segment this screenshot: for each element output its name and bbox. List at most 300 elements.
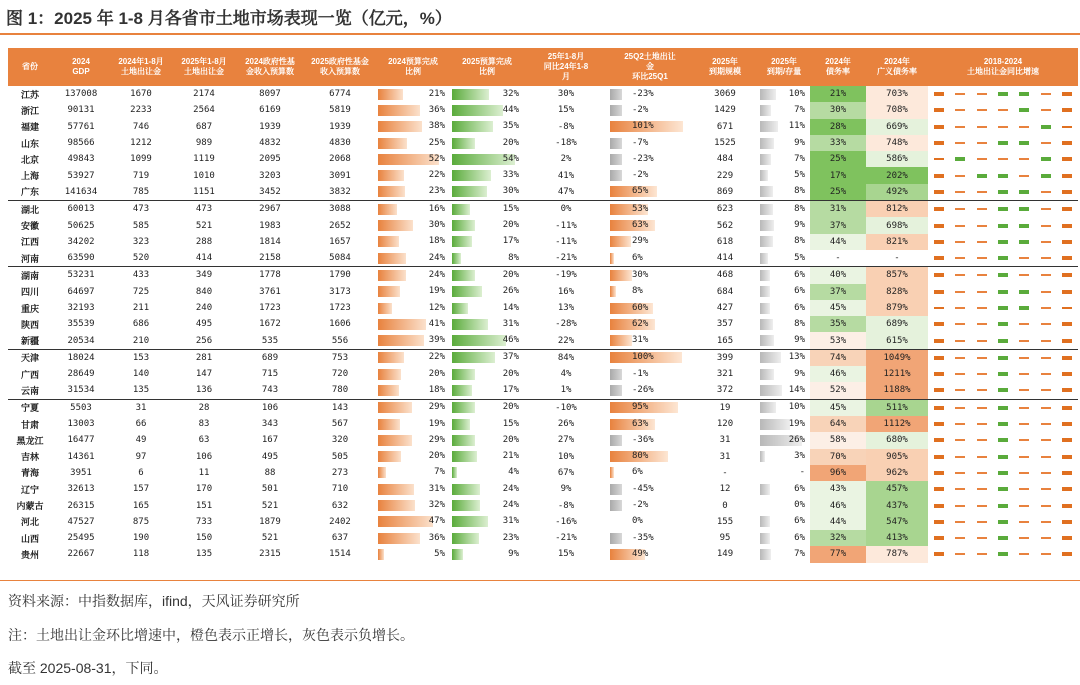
- ratio-value: 8%: [794, 318, 805, 329]
- sparkline-bar: [998, 273, 1008, 277]
- table-row: [8, 250, 1078, 267]
- cell-c24: [376, 201, 450, 218]
- cell-bdebt: 698%: [866, 217, 928, 233]
- cell-yoy: 41%: [557, 170, 575, 181]
- cell-qoq: [608, 416, 692, 432]
- qoq-value: 80%: [632, 451, 649, 462]
- cell-sparkline: [928, 449, 1078, 465]
- cell-f24: 521: [261, 533, 279, 544]
- sparkline-bar: [1062, 487, 1072, 491]
- cell-ratio: [758, 497, 810, 513]
- cell-debt: 52%: [810, 382, 866, 399]
- sparkline-bar: [1062, 520, 1072, 524]
- sparkline-bar: [955, 274, 965, 276]
- sparkline-bar: [977, 488, 987, 490]
- cell-gdp: 18024: [52, 349, 110, 366]
- sparkline-bar: [1041, 142, 1051, 144]
- cell-qoq: [608, 465, 692, 481]
- cell-gdp: 22667: [67, 549, 95, 560]
- cell-yoy: 30%: [557, 89, 575, 100]
- cell-c24: [376, 497, 450, 513]
- cell-qoq: [608, 432, 692, 448]
- sparkline-bar: [1019, 190, 1029, 194]
- table-row: [8, 514, 1078, 530]
- qoq-bar: [610, 484, 622, 495]
- sparkline-bar: [1019, 456, 1029, 458]
- cell-l24: 2233: [130, 105, 152, 116]
- sparkline-bar: [998, 141, 1008, 145]
- cell-mat: 12: [719, 484, 731, 495]
- qoq-bar: [610, 236, 631, 247]
- cell-p: 湖南: [8, 267, 52, 284]
- sparkline-bar: [977, 407, 987, 409]
- sparkline-bar: [955, 488, 965, 490]
- cell-c25: [450, 167, 524, 183]
- cell-mat: 31: [719, 451, 731, 462]
- cell-bdebt: 689%: [866, 316, 928, 332]
- table-row: [8, 481, 1078, 497]
- ratio-value: 6%: [794, 269, 805, 280]
- sparkline-bar: [1019, 439, 1029, 441]
- c25-value: 8%: [508, 252, 519, 263]
- sparkline-bar: [1041, 274, 1051, 276]
- sparkline-bar: [1062, 290, 1072, 294]
- sparkline-bar: [934, 455, 944, 459]
- cell-debt: 17%: [810, 167, 866, 183]
- cell-f25: 2068: [329, 154, 351, 165]
- cell-mat: 1429: [714, 105, 736, 116]
- table-row: [8, 530, 1078, 546]
- qoq-bar: [610, 154, 622, 165]
- cell-c24: [376, 399, 450, 416]
- sparkline-bar: [1019, 306, 1029, 310]
- cell-l25: 63: [198, 435, 210, 446]
- cell-p: 新疆: [20, 336, 39, 347]
- sparkline-bar: [1019, 488, 1029, 490]
- cell-gdp: 50625: [67, 220, 95, 231]
- cell-qoq: [608, 184, 692, 201]
- cell-qoq: [608, 135, 692, 151]
- sparkline-bar: [1041, 521, 1051, 523]
- sparkline-bar: [955, 208, 965, 210]
- c25-value: 35%: [502, 121, 519, 132]
- sparkline-bar: [955, 553, 965, 555]
- cell-c25: [450, 349, 524, 366]
- sparkline-bar: [977, 174, 987, 178]
- ratio-bar: [760, 286, 770, 297]
- cell-qoq: [608, 530, 692, 546]
- cell-mat: 229: [716, 170, 734, 181]
- cell-gdp: 34202: [67, 236, 95, 247]
- cell-f24: 501: [261, 484, 279, 495]
- column-header: 2025年1-8月 土地出让金: [172, 48, 236, 86]
- cell-c24: [376, 514, 450, 530]
- sparkline-bar: [934, 190, 944, 194]
- sparkline-bar: [1041, 157, 1051, 161]
- cell-f25: 6774: [329, 89, 351, 100]
- cell-qoq: [608, 234, 692, 250]
- sparkline-bar: [955, 423, 965, 425]
- cell-yoy: 15%: [557, 105, 575, 116]
- cell-yoy: 47%: [557, 186, 575, 197]
- cell-bdebt: 547%: [866, 514, 928, 530]
- cell-l24: 875: [132, 516, 150, 527]
- cell-p: 广东: [20, 187, 39, 198]
- cell-f25: 753: [304, 349, 376, 366]
- qoq-bar: [610, 253, 614, 264]
- ratio-value: 0%: [794, 500, 805, 511]
- cell-c25: [450, 284, 524, 300]
- cell-sparkline: [928, 167, 1078, 183]
- ratio-value: 13%: [788, 352, 805, 363]
- cell-bdebt: 905%: [866, 449, 928, 465]
- c24-bar: [378, 451, 401, 462]
- cell-f25: 1790: [304, 267, 376, 284]
- cell-mat: 372: [716, 385, 734, 396]
- table-row: [8, 382, 1078, 399]
- cell-sparkline: [928, 514, 1078, 530]
- cell-f24: 3452: [259, 186, 281, 197]
- cell-bdebt: 748%: [866, 135, 928, 151]
- sparkline-bar: [934, 174, 944, 178]
- sparkline-bar: [998, 339, 1008, 343]
- cell-mat: 623: [692, 201, 758, 218]
- cell-l25: 83: [198, 419, 210, 430]
- c24-value: 5%: [434, 548, 445, 559]
- ratio-bar: [760, 369, 774, 380]
- cell-c25: [450, 217, 524, 233]
- sparkline-bar: [998, 190, 1008, 194]
- sparkline-bar: [1062, 356, 1072, 360]
- c25-value: 17%: [502, 236, 519, 247]
- cell-c25: [450, 497, 524, 513]
- cell-qoq: [608, 399, 692, 416]
- date-note: 截至 2025-08-31，下同。: [8, 660, 168, 676]
- cell-c24: [376, 234, 450, 250]
- cell-l25: 687: [195, 121, 213, 132]
- cell-l24: 520: [132, 253, 150, 264]
- c24-value: 12%: [428, 302, 445, 313]
- cell-bdebt: 437%: [866, 497, 928, 513]
- cell-mat: 1525: [714, 138, 736, 149]
- cell-l25: 989: [195, 138, 213, 149]
- cell-yoy: -21%: [555, 253, 577, 264]
- cell-gdp: 47527: [67, 516, 95, 527]
- cell-ratio: [758, 300, 810, 316]
- c25-value: 20%: [502, 137, 519, 148]
- c24-bar: [378, 121, 422, 132]
- cell-debt: 53%: [810, 332, 866, 349]
- cell-f24: 1939: [259, 121, 281, 132]
- cell-c25: [450, 135, 524, 151]
- c24-bar: [378, 303, 392, 314]
- cell-c24: [376, 432, 450, 448]
- ratio-bar: [760, 253, 768, 264]
- cell-sparkline: [928, 432, 1078, 448]
- cell-c24: [376, 332, 450, 349]
- cell-f25: 5084: [329, 253, 351, 264]
- sparkline-bar: [934, 372, 944, 376]
- cell-ratio: [758, 86, 810, 102]
- cell-l24: 785: [132, 186, 150, 197]
- cell-p: 河南: [20, 253, 39, 264]
- sparkline-bar: [977, 553, 987, 555]
- ratio-value: 11%: [788, 121, 805, 132]
- cell-l24: 1670: [130, 89, 152, 100]
- ratio-value: 7%: [794, 104, 805, 115]
- cell-f24: 3203: [259, 170, 281, 181]
- cell-yoy: 27%: [557, 435, 575, 446]
- c24-value: 19%: [428, 286, 445, 297]
- cell-debt: 58%: [810, 432, 866, 448]
- cell-gdp: 31534: [67, 385, 95, 396]
- cell-c25: [450, 250, 524, 267]
- cell-f25: 3088: [304, 201, 376, 218]
- cell-sparkline: [928, 151, 1078, 167]
- sparkline-bar: [1019, 553, 1029, 555]
- table-row: [8, 201, 1078, 218]
- sparkline-bar: [998, 224, 1008, 228]
- c25-bar: [452, 220, 475, 231]
- sparkline-bar: [934, 108, 944, 112]
- cell-sparkline: [928, 481, 1078, 497]
- cell-c25: [450, 151, 524, 167]
- c25-value: 24%: [502, 483, 519, 494]
- cell-gdp: 60013: [52, 201, 110, 218]
- ratio-bar: [760, 89, 776, 100]
- cell-l25: 11: [198, 467, 210, 478]
- sparkline-bar: [1041, 389, 1051, 391]
- cell-sparkline: [928, 465, 1078, 481]
- qoq-value: 95%: [632, 402, 649, 413]
- sparkline-bar: [955, 93, 965, 95]
- column-header: 2025年 到期规模: [692, 48, 758, 86]
- sparkline-bar: [1062, 307, 1072, 309]
- c25-value: 37%: [502, 352, 519, 363]
- cell-gdp: 20534: [67, 335, 95, 346]
- sparkline-bar: [934, 422, 944, 426]
- cell-p: 广西: [20, 369, 39, 380]
- c25-bar: [452, 516, 488, 527]
- sparkline-bar: [1019, 290, 1029, 294]
- cell-l24: 140: [132, 369, 150, 380]
- table-row: [8, 151, 1078, 167]
- sparkline-bar: [998, 372, 1008, 376]
- c25-value: 9%: [508, 548, 519, 559]
- c24-bar: [378, 286, 400, 297]
- cell-p: 湖北: [8, 201, 52, 218]
- table-row: [8, 546, 1078, 562]
- cell-f25: 505: [331, 451, 349, 462]
- cell-gdp: 53927: [67, 170, 95, 181]
- c25-value: 20%: [502, 434, 519, 445]
- cell-c24: [376, 481, 450, 497]
- cell-mat: 427: [716, 303, 734, 313]
- cell-f25: 143: [304, 399, 376, 416]
- ratio-bar: [760, 220, 774, 231]
- sparkline-bar: [955, 291, 965, 293]
- cell-gdp: 5503: [52, 399, 110, 416]
- cell-mat: 321: [716, 369, 734, 380]
- cell-f24: 4832: [259, 138, 281, 149]
- ratio-bar: [760, 352, 781, 363]
- cell-yoy: -16%: [555, 516, 577, 527]
- sparkline-bar: [977, 472, 987, 474]
- sparkline-bar: [955, 109, 965, 111]
- cell-debt: 31%: [810, 201, 866, 218]
- cell-c24: [376, 135, 450, 151]
- cell-sparkline: [928, 102, 1078, 118]
- cell-bdebt: -: [866, 250, 928, 267]
- cell-p: 江苏: [20, 89, 39, 100]
- cell-sparkline: [928, 119, 1078, 135]
- cell-p: 云南: [20, 385, 39, 396]
- sparkline-bar: [1062, 504, 1072, 508]
- cell-p: 吉林: [20, 452, 39, 463]
- sparkline-bar: [998, 290, 1008, 294]
- cell-l25: 1151: [193, 186, 215, 197]
- cell-yoy: -10%: [524, 399, 608, 416]
- cell-yoy: -19%: [524, 267, 608, 284]
- cell-f25: 1939: [329, 121, 351, 132]
- c25-bar: [452, 352, 495, 363]
- cell-p: 安徽: [20, 221, 39, 232]
- sparkline-bar: [1062, 536, 1072, 540]
- sparkline-bar: [1062, 372, 1072, 376]
- sparkline-bar: [1062, 108, 1072, 112]
- table-row: [8, 119, 1078, 135]
- cell-debt: 25%: [810, 151, 866, 167]
- cell-c25: [450, 300, 524, 316]
- sparkline-bar: [1062, 322, 1072, 326]
- ratio-bar: [760, 204, 773, 215]
- qoq-bar: [610, 89, 622, 100]
- cell-sparkline: [928, 217, 1078, 233]
- cell-qoq: [608, 119, 692, 135]
- cell-l25: 840: [195, 286, 213, 297]
- c24-value: 38%: [428, 121, 445, 132]
- c24-bar: [378, 402, 412, 413]
- cell-ratio: [758, 349, 810, 366]
- cell-yoy: 2%: [560, 154, 572, 165]
- ratio-value: 6%: [794, 532, 805, 543]
- cell-qoq: [608, 316, 692, 332]
- sparkline-bar: [1062, 422, 1072, 426]
- qoq-bar: [610, 435, 622, 446]
- cell-f25: 3173: [329, 286, 351, 297]
- c25-bar: [452, 549, 463, 560]
- cell-c25: [450, 530, 524, 546]
- sparkline-bar: [977, 323, 987, 325]
- cell-sparkline: [928, 201, 1078, 218]
- c24-bar: [378, 270, 406, 281]
- sparkline-bar: [977, 340, 987, 342]
- sparkline-bar: [1062, 157, 1072, 161]
- qoq-value: -2%: [632, 104, 649, 115]
- cell-l24: 190: [132, 533, 150, 544]
- sparkline-bar: [998, 240, 1008, 244]
- c24-bar: [378, 419, 400, 430]
- top-rule: [0, 33, 1080, 35]
- cell-l24: 210: [132, 335, 150, 346]
- cell-l24: 719: [132, 170, 150, 181]
- cell-gdp: 90131: [67, 105, 95, 116]
- sparkline-bar: [934, 552, 944, 556]
- cell-yoy: 15%: [557, 549, 575, 560]
- cell-qoq: [608, 102, 692, 118]
- sparkline-bar: [977, 439, 987, 441]
- cell-f25: 273: [331, 467, 349, 478]
- cell-c25: [450, 432, 524, 448]
- cell-f24: 2967: [236, 201, 304, 218]
- c24-value: 47%: [428, 516, 445, 527]
- c25-value: 31%: [502, 516, 519, 527]
- cell-debt: 46%: [810, 366, 866, 382]
- cell-ratio: [758, 250, 810, 267]
- sparkline-bar: [934, 158, 944, 160]
- sparkline-bar: [955, 407, 965, 409]
- cell-mat: 95: [719, 533, 731, 544]
- cell-p: 贵州: [20, 549, 39, 560]
- cell-qoq: [608, 300, 692, 316]
- sparkline-bar: [934, 141, 944, 145]
- cell-yoy: 13%: [557, 303, 575, 313]
- sparkline-bar: [1019, 423, 1029, 425]
- cell-f24: 167: [261, 435, 279, 446]
- cell-l25: 1119: [193, 154, 215, 165]
- cell-c24: [376, 530, 450, 546]
- cell-mat: 3069: [714, 89, 736, 100]
- sparkline-bar: [977, 307, 987, 309]
- sparkline-bar: [955, 307, 965, 309]
- cell-l25: 288: [195, 236, 213, 247]
- qoq-value: 6%: [632, 467, 643, 478]
- c24-value: 18%: [428, 384, 445, 395]
- qoq-value: 49%: [632, 548, 649, 559]
- cell-mat: 684: [716, 286, 734, 297]
- c25-bar: [452, 270, 475, 281]
- c25-bar: [452, 253, 461, 264]
- sparkline-bar: [977, 274, 987, 276]
- sparkline-bar: [934, 322, 944, 326]
- cell-sparkline: [928, 267, 1078, 284]
- ratio-bar: [760, 533, 770, 544]
- sparkline-bar: [1062, 438, 1072, 442]
- sparkline-bar: [1041, 488, 1051, 490]
- table-row: [8, 449, 1078, 465]
- cell-c25: [450, 184, 524, 201]
- sparkline-bar: [1019, 240, 1029, 244]
- cell-bdebt: 821%: [866, 234, 928, 250]
- sparkline-bar: [1019, 389, 1029, 391]
- cell-f25: 1723: [329, 303, 351, 313]
- cell-ratio: [758, 465, 810, 481]
- sparkline-bar: [934, 92, 944, 96]
- cell-c25: [450, 86, 524, 102]
- sparkline-bar: [934, 290, 944, 294]
- ratio-bar: [760, 549, 771, 560]
- column-header: 2024年1-8月 土地出让金: [110, 48, 172, 86]
- c25-bar: [452, 500, 480, 511]
- cell-f24: 495: [261, 451, 279, 462]
- cell-mat: 618: [716, 236, 734, 247]
- c24-bar: [378, 89, 403, 100]
- cell-l25: 150: [195, 533, 213, 544]
- cell-yoy: -11%: [555, 220, 577, 231]
- cell-mat: 414: [716, 253, 734, 264]
- cell-bdebt: 202%: [866, 167, 928, 183]
- cell-l24: 1099: [130, 154, 152, 165]
